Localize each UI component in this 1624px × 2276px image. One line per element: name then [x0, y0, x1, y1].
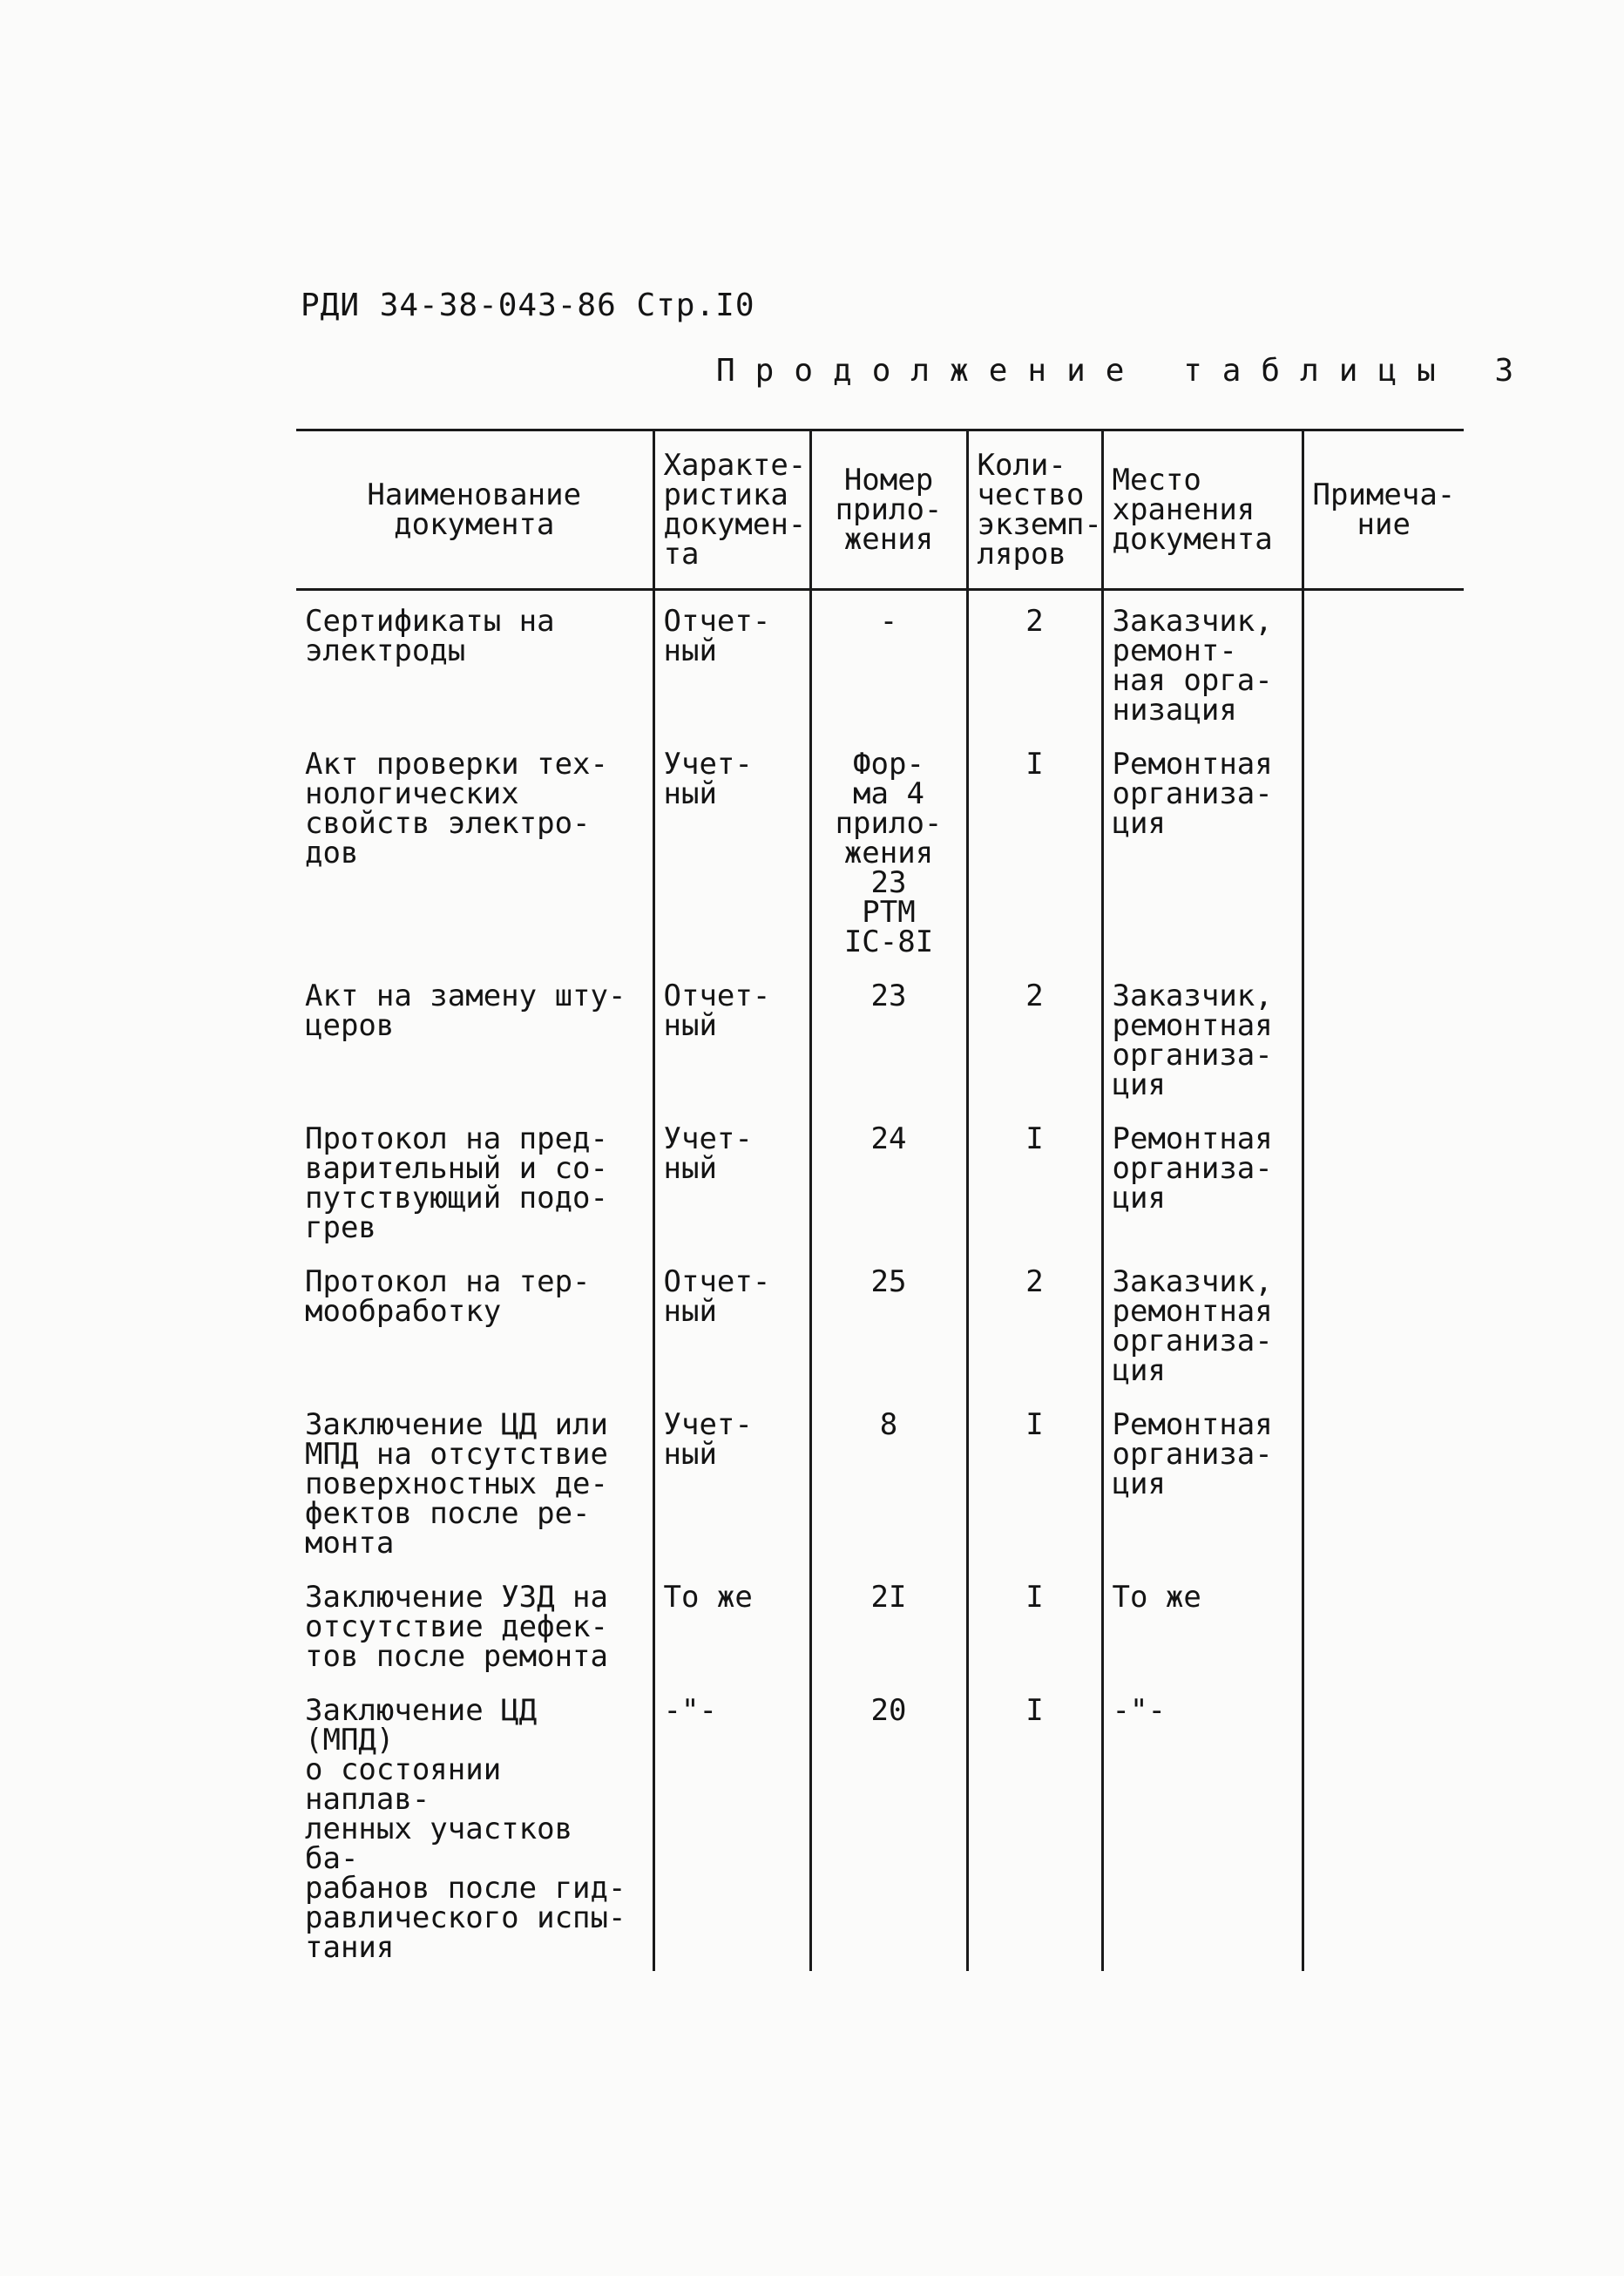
- cell-note: [1303, 734, 1464, 965]
- cell-copies: I: [967, 1567, 1102, 1680]
- column-header-copies: Коли- чество экземп- ляров: [967, 430, 1102, 590]
- table-body: [296, 590, 1464, 1972]
- cell-copies: 2: [967, 1251, 1102, 1394]
- cell-note: [1303, 1108, 1464, 1251]
- cell-storage-place: Ремонтная организа- ция: [1102, 734, 1303, 965]
- cell-document-name: Сертификаты на электроды: [305, 604, 555, 668]
- table-row: [296, 734, 1464, 965]
- documents-table: [296, 429, 1464, 1971]
- cell-copies: I: [967, 1108, 1102, 1251]
- cell-characteristic: Отчет- ный: [653, 590, 810, 735]
- table-row: [296, 1251, 1464, 1394]
- cell-note: [1303, 590, 1464, 735]
- cell-document-name: Акт на замену шту- церов: [305, 979, 626, 1043]
- table-row: [296, 1680, 1464, 1971]
- column-header-appendix-number: Номер прило- жения: [810, 430, 967, 590]
- cell-characteristic: Учет- ный: [653, 734, 810, 965]
- cell-document-name: Заключение ЦД или МПД на отсутствие поверхностных де- фектов после ре- монта: [305, 1407, 608, 1561]
- cell-appendix-number: 2I: [810, 1567, 967, 1680]
- cell-appendix-number: 8: [810, 1394, 967, 1567]
- cell-storage-place: Заказчик, ремонтная организа- ция: [1102, 1251, 1303, 1394]
- cell-copies: I: [967, 1680, 1102, 1971]
- cell-note: [1303, 1567, 1464, 1680]
- cell-appendix-number: 23: [810, 965, 967, 1108]
- cell-appendix-number: 24: [810, 1108, 967, 1251]
- cell-appendix-number: 20: [810, 1680, 967, 1971]
- cell-characteristic: -"-: [653, 1680, 810, 1971]
- cell-characteristic: Отчет- ный: [653, 965, 810, 1108]
- cell-characteristic: Учет- ный: [653, 1394, 810, 1567]
- table-row: [296, 965, 1464, 1108]
- table-continuation-caption: Продолжение таблицы 3: [716, 353, 1534, 389]
- cell-note: [1303, 1251, 1464, 1394]
- cell-document-name: Акт проверки тех- нологических свойств электро- дов: [305, 747, 608, 870]
- cell-appendix-number: Фор- ма 4 прило- жения 23 РТМ IС-8I: [810, 734, 967, 965]
- cell-appendix-number: -: [810, 590, 967, 735]
- cell-note: [1303, 965, 1464, 1108]
- cell-appendix-number: 25: [810, 1251, 967, 1394]
- table-row: [296, 1108, 1464, 1251]
- document-code: РДИ 34-38-043-86 Стр.I0: [301, 288, 755, 323]
- table-row: [296, 590, 1464, 735]
- cell-document-name: Заключение УЗД на отсутствие дефек- тов после ремонта: [305, 1580, 608, 1674]
- cell-storage-place: То же: [1102, 1567, 1303, 1680]
- table-row: [296, 1394, 1464, 1567]
- table-row: [296, 1567, 1464, 1680]
- document-table-area: [296, 429, 1464, 1965]
- table-header-row: [296, 430, 1464, 590]
- cell-document-name: Протокол на пред- варительный и со- путствующий подо- грев: [305, 1121, 608, 1245]
- column-header-storage-place: Место хранения документа: [1102, 430, 1303, 590]
- cell-note: [1303, 1394, 1464, 1567]
- column-header-note: Примеча- ние: [1303, 430, 1464, 590]
- cell-storage-place: -"-: [1102, 1680, 1303, 1971]
- cell-copies: 2: [967, 590, 1102, 735]
- cell-characteristic: Отчет- ный: [653, 1251, 810, 1394]
- column-header-document-name: Наименование документа: [296, 430, 653, 590]
- cell-storage-place: Ремонтная организа- ция: [1102, 1394, 1303, 1567]
- cell-storage-place: Заказчик, ремонтная организа- ция: [1102, 965, 1303, 1108]
- cell-copies: I: [967, 734, 1102, 965]
- cell-document-name: Протокол на тер- мообработку: [305, 1264, 591, 1329]
- cell-characteristic: То же: [653, 1567, 810, 1680]
- cell-storage-place: Заказчик, ремонт- ная орга- низация: [1102, 590, 1303, 735]
- column-header-characteristic: Характе- ристика докумен- та: [653, 430, 810, 590]
- cell-note: [1303, 1680, 1464, 1971]
- cell-copies: I: [967, 1394, 1102, 1567]
- cell-characteristic: Учет- ный: [653, 1108, 810, 1251]
- cell-document-name: Заключение ЦД (МПД) о состоянии наплав- ленных участков ба- рабанов после гид- равлического испы- тания: [305, 1693, 626, 1965]
- cell-copies: 2: [967, 965, 1102, 1108]
- cell-storage-place: Ремонтная организа- ция: [1102, 1108, 1303, 1251]
